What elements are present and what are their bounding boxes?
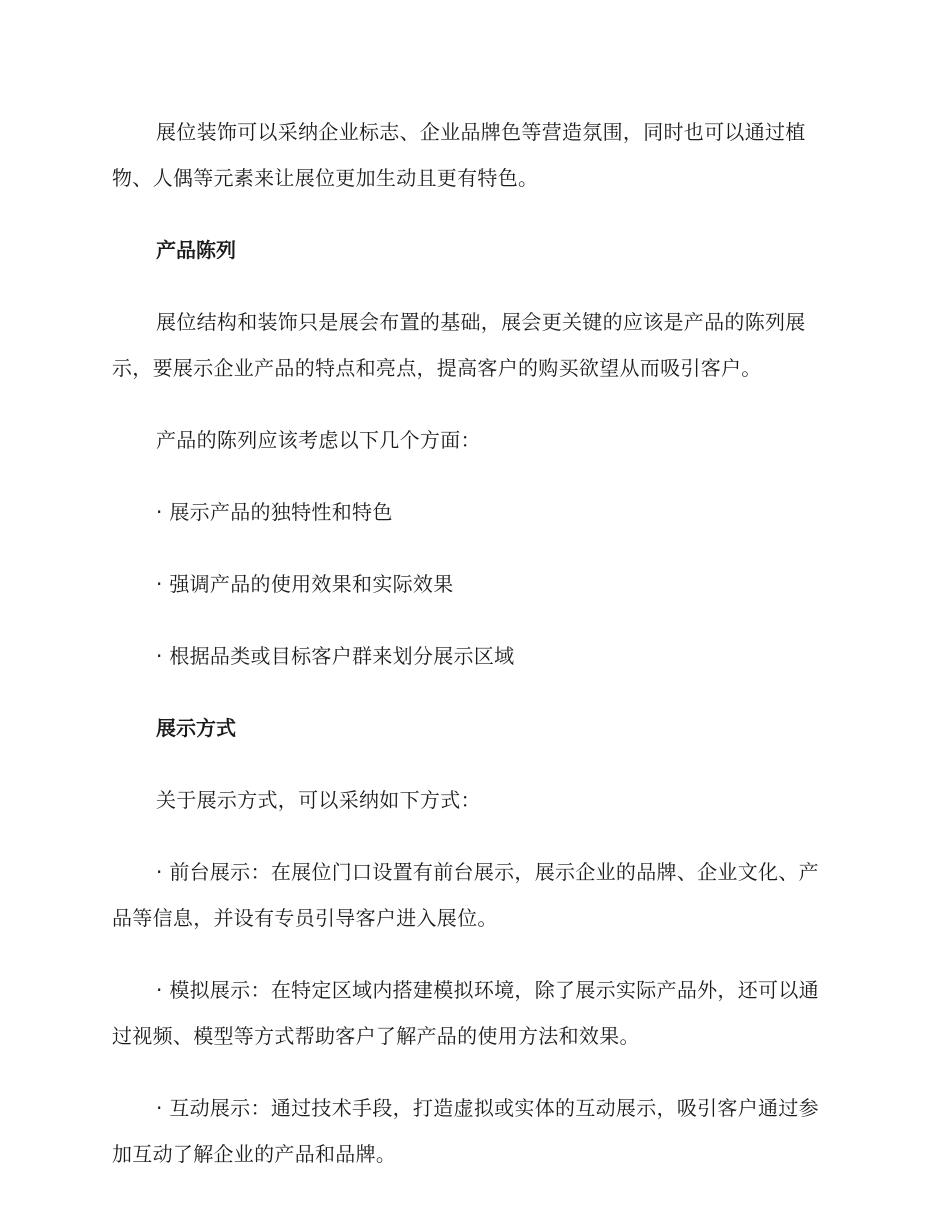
heading-product-display: 产品陈列 bbox=[156, 238, 236, 262]
bullet-item: · 根据品类或目标客户群来划分展示区域 bbox=[156, 644, 515, 668]
paragraph-display-considerations: 产品的陈列应该考虑以下几个方面： bbox=[156, 428, 481, 452]
paragraph-booth-decoration: 展位装饰可以采纳企业标志、企业品牌色等营造氛围，同时也可以通过植物、人偶等元素来让展位更加生动且更有特色。 bbox=[112, 120, 806, 190]
bullet-item: · 模拟展示：在特定区域内搭建模拟环境，除了展示实际产品外，还可以通过视频、模型等方式帮助客户了解产品的使用方法和效果。 bbox=[112, 978, 819, 1048]
bullet-item: · 前台展示：在展位门口设置有前台展示，展示企业的品牌、企业文化、产品等信息，并设有专员引导客户进入展位。 bbox=[112, 860, 819, 930]
paragraph-display-methods-intro: 关于展示方式，可以采纳如下方式： bbox=[156, 788, 481, 812]
bullet-item: · 展示产品的独特性和特色 bbox=[156, 500, 393, 524]
heading-display-methods: 展示方式 bbox=[156, 716, 236, 740]
document-body bbox=[112, 109, 834, 1203]
bullet-item: · 强调产品的使用效果和实际效果 bbox=[156, 572, 454, 596]
bullet-item: · 互动展示：通过技术手段，打造虚拟或实体的互动展示，吸引客户通过参加互动了解企业的产品和品牌。 bbox=[112, 1096, 819, 1166]
paragraph-product-display-intro: 展位结构和装饰只是展会布置的基础，展会更关键的应该是产品的陈列展示，要展示企业产品的特点和亮点，提高客户的购买欲望从而吸引客户。 bbox=[112, 310, 806, 380]
